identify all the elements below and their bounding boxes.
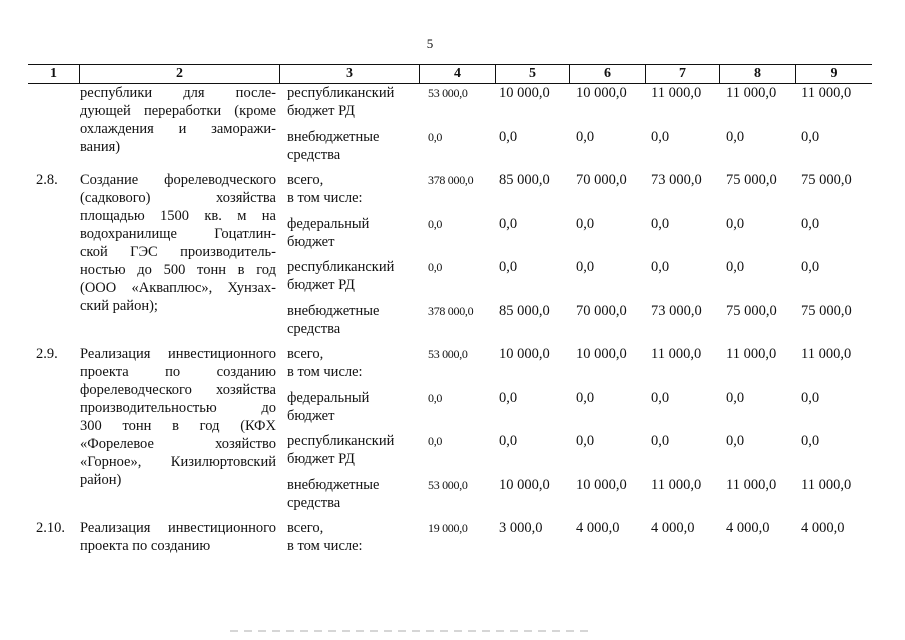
funding-source-line: бюджет РД <box>287 103 355 119</box>
value-cell: 75 000,0 <box>726 172 777 188</box>
value-cell: 0,0 <box>801 215 820 232</box>
row-description <box>80 171 276 315</box>
value-cell: 85 000,0 <box>499 172 550 188</box>
funding-source-line: бюджет РД <box>287 277 355 293</box>
value-cell: 11 000,0 <box>651 476 702 493</box>
funding-source-line: всего, <box>287 346 324 362</box>
header-col-2: 2 <box>80 65 280 83</box>
funding-source-line: внебюджетные <box>287 476 380 493</box>
value-cell: 3 000,0 <box>499 520 543 536</box>
description-line: проекта по созданию <box>80 364 276 380</box>
value-cell: 0,0 <box>726 259 745 275</box>
value-cell: 0,0 <box>726 128 745 145</box>
value-cell: 75 000,0 <box>726 302 777 319</box>
row-description <box>80 84 276 156</box>
value-cell: 0,0 <box>651 259 670 275</box>
value-cell: 53 000,0 <box>428 477 468 492</box>
description-line: форелеводческого хозяйства <box>80 382 276 398</box>
funding-source-line: всего, <box>287 172 324 188</box>
value-cell: 75 000,0 <box>801 302 852 319</box>
value-cell: 0,0 <box>576 389 595 406</box>
row-number: 2.8. <box>36 172 58 188</box>
funding-source <box>287 345 407 381</box>
value-cell: 4 000,0 <box>576 520 620 536</box>
value-cell: 19 000,0 <box>428 521 468 535</box>
description-line: «Форелевое хозяйство <box>80 436 276 452</box>
value-cell: 11 000,0 <box>726 476 777 493</box>
funding-source-line: бюджет <box>287 233 335 250</box>
description-line: проекта по созданию <box>80 538 211 554</box>
header-col-4: 4 <box>420 65 496 83</box>
value-cell: 0,0 <box>801 128 820 145</box>
funding-source <box>287 476 407 512</box>
funding-source-line: республиканский <box>287 85 395 101</box>
value-cell: 0,0 <box>651 215 670 232</box>
description-line: ской ГЭС производитель- <box>80 244 276 260</box>
funding-source <box>287 215 407 251</box>
header-col-7: 7 <box>646 65 720 83</box>
value-cell: 0,0 <box>651 433 670 449</box>
row-number: 2.9. <box>36 346 58 362</box>
funding-source <box>287 519 407 555</box>
value-cell: 0,0 <box>428 390 443 405</box>
header-col-5: 5 <box>496 65 570 83</box>
funding-source <box>287 302 407 338</box>
value-cell: 0,0 <box>651 128 670 145</box>
value-cell: 11 000,0 <box>801 346 852 362</box>
funding-source-line: всего, <box>287 520 324 536</box>
funding-source-line: республиканский <box>287 433 395 449</box>
value-cell: 0,0 <box>576 433 595 449</box>
value-cell: 4 000,0 <box>651 520 695 536</box>
value-cell: 0,0 <box>428 434 443 448</box>
funding-source-line: средства <box>287 494 341 511</box>
description-line: «Горное», Кизилюртовский <box>80 454 276 470</box>
value-cell: 11 000,0 <box>726 346 777 362</box>
value-cell: 378 000,0 <box>428 173 474 187</box>
value-cell: 10 000,0 <box>576 85 627 101</box>
funding-source-line: в том числе: <box>287 538 363 554</box>
value-cell: 10 000,0 <box>499 476 550 493</box>
value-cell: 378 000,0 <box>428 303 474 318</box>
description-line: производительностью до <box>80 400 276 416</box>
header-col-9: 9 <box>830 66 838 81</box>
value-cell: 11 000,0 <box>651 85 702 101</box>
value-cell: 85 000,0 <box>499 302 550 319</box>
description-line: 300 тонн в год (КФХ <box>80 418 276 434</box>
header-col-6: 6 <box>570 65 646 83</box>
description-line: Создание форелеводческого <box>80 172 276 188</box>
description-line: ностью до 500 тонн в год <box>80 262 276 278</box>
value-cell: 73 000,0 <box>651 172 702 188</box>
scan-artifact <box>230 630 590 632</box>
description-line: район) <box>80 472 122 488</box>
header-col-3: 3 <box>280 65 420 83</box>
description-line: Реализация инвестиционного <box>80 346 276 362</box>
description-line: дующей переработки (кроме <box>80 103 276 119</box>
value-cell: 53 000,0 <box>428 347 468 361</box>
funding-source-line: федеральный <box>287 215 370 232</box>
value-cell: 0,0 <box>499 259 518 275</box>
value-cell: 0,0 <box>801 433 820 449</box>
description-line: ский район); <box>80 298 158 314</box>
funding-source <box>287 84 407 120</box>
funding-source-line: бюджет РД <box>287 451 355 467</box>
funding-source-line: внебюджетные <box>287 302 380 319</box>
funding-source <box>287 171 407 207</box>
description-line: (ООО «Акваплюс», Хунзах- <box>80 280 276 296</box>
value-cell: 0,0 <box>651 389 670 406</box>
description-line: республики для после- <box>80 85 276 101</box>
value-cell: 0,0 <box>576 215 595 232</box>
funding-source <box>287 128 407 164</box>
value-cell: 0,0 <box>726 433 745 449</box>
value-cell: 0,0 <box>499 433 518 449</box>
value-cell: 0,0 <box>499 215 518 232</box>
description-line: водохранилище Гоцатлин- <box>80 226 276 242</box>
value-cell: 0,0 <box>499 128 518 145</box>
value-cell: 10 000,0 <box>499 85 550 101</box>
page-number: 5 <box>426 36 434 51</box>
row-description <box>80 519 276 555</box>
row-number: 2.10. <box>36 520 65 536</box>
value-cell: 0,0 <box>428 216 443 231</box>
value-cell: 11 000,0 <box>651 346 702 362</box>
value-cell: 0,0 <box>726 389 745 406</box>
funding-source-line: в том числе: <box>287 364 363 380</box>
value-cell: 10 000,0 <box>499 346 550 362</box>
value-cell: 0,0 <box>499 389 518 406</box>
funding-source-line: внебюджетные <box>287 128 380 145</box>
value-cell: 0,0 <box>428 260 443 274</box>
value-cell: 0,0 <box>801 389 820 406</box>
funding-source-line: средства <box>287 320 341 337</box>
value-cell: 0,0 <box>726 215 745 232</box>
funding-source-line: бюджет <box>287 407 335 424</box>
value-cell: 73 000,0 <box>651 302 702 319</box>
funding-source <box>287 389 407 425</box>
table-header <box>28 64 872 84</box>
description-line: вания) <box>80 139 121 155</box>
funding-source-line: федеральный <box>287 389 370 406</box>
funding-source-line: республиканский <box>287 259 395 275</box>
description-line: (садкового) хозяйства <box>80 190 276 206</box>
value-cell: 0,0 <box>428 129 443 144</box>
value-cell: 4 000,0 <box>801 520 845 536</box>
value-cell: 0,0 <box>801 259 820 275</box>
value-cell: 10 000,0 <box>576 476 627 493</box>
funding-source-line: средства <box>287 146 341 163</box>
value-cell: 70 000,0 <box>576 172 627 188</box>
value-cell: 11 000,0 <box>726 85 777 101</box>
value-cell: 53 000,0 <box>428 86 468 100</box>
value-cell: 4 000,0 <box>726 520 770 536</box>
value-cell: 75 000,0 <box>801 172 852 188</box>
funding-source-line: в том числе: <box>287 190 363 206</box>
funding-source <box>287 258 407 294</box>
value-cell: 0,0 <box>576 128 595 145</box>
row-description <box>80 345 276 489</box>
description-line: охлаждения и заморажи- <box>80 121 276 137</box>
header-col-8: 8 <box>720 65 796 83</box>
header-col-1: 1 <box>28 65 80 83</box>
funding-source <box>287 432 407 468</box>
description-line: площадью 1500 кв. м на <box>80 208 276 224</box>
value-cell: 10 000,0 <box>576 346 627 362</box>
value-cell: 70 000,0 <box>576 302 627 319</box>
value-cell: 11 000,0 <box>801 85 852 101</box>
description-line: Реализация инвестиционного <box>80 520 276 536</box>
value-cell: 0,0 <box>576 259 595 275</box>
value-cell: 11 000,0 <box>801 476 852 493</box>
